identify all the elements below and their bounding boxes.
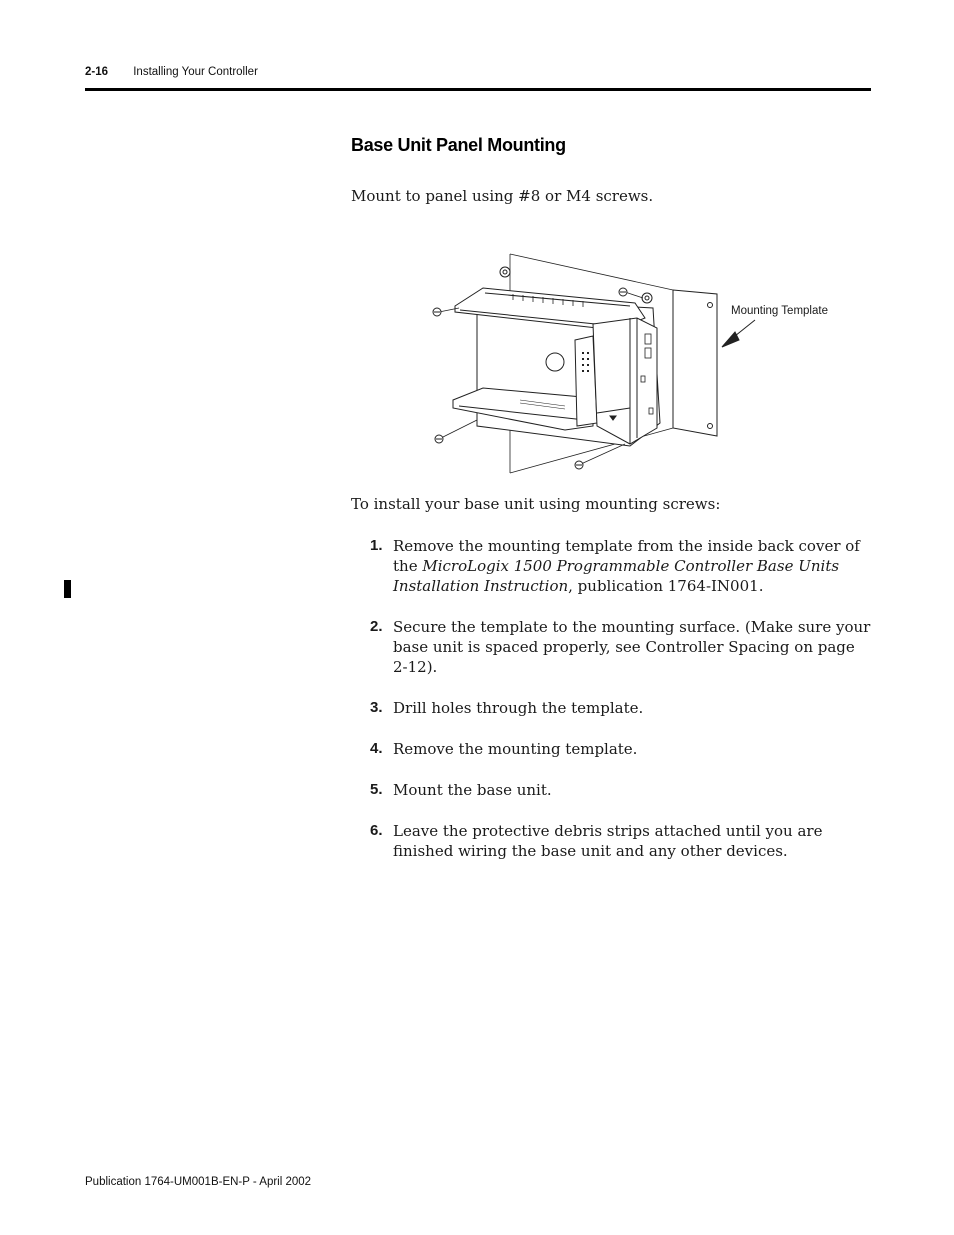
step-item: [351, 739, 871, 759]
step-number: 3.: [370, 699, 383, 716]
procedure-lead: To install your base unit using mounting screws:: [351, 495, 721, 513]
publication-title: MicroLogix 1500 Programmable Controller Base Units Installation Instruction: [393, 557, 840, 595]
procedure-steps: [351, 536, 871, 882]
step-item: [351, 536, 871, 596]
controller-body: [453, 288, 660, 446]
page-footer: Publication 1764-UM001B-EN-P - April 2002: [85, 1176, 312, 1188]
step-item: [351, 780, 871, 800]
intro-text: Mount to panel using #8 or M4 screws.: [351, 187, 654, 205]
page-header: [85, 66, 258, 78]
step-item: [351, 821, 871, 861]
mounting-figure: [425, 248, 845, 478]
section-title: Base Unit Panel Mounting: [351, 135, 566, 155]
step-number: 4.: [370, 740, 383, 757]
change-bar: [64, 580, 71, 598]
step-number: 1.: [370, 537, 383, 554]
step-text: Remove the mounting template.: [393, 740, 638, 758]
step-number: 6.: [370, 822, 383, 839]
step-text: Mount the base unit.: [393, 781, 552, 799]
step-item: [351, 617, 871, 677]
step-item: [351, 698, 871, 718]
step-text: Drill holes through the template.: [393, 699, 644, 717]
step-text: Secure the template to the mounting surface. (Make sure your base unit is spaced properly, see Controller Spacing on page 2-12).: [393, 618, 871, 676]
page-number: 2-16: [85, 66, 109, 78]
callout-arrow: [722, 320, 755, 347]
step-number: 2.: [370, 618, 383, 635]
step-number: 5.: [370, 781, 383, 798]
figure-callout: Mounting Template: [731, 305, 828, 317]
step-text: Leave the protective debris strips attached until you are finished wiring the base unit and any other devices.: [393, 822, 823, 860]
step-text: Remove the mounting template from the inside back cover of the MicroLogix 1500 Programmable Controller Base Units Installation Instruction, publication 1764-IN001.: [393, 537, 860, 595]
header-rule: [85, 88, 871, 91]
chapter-title: Installing Your Controller: [133, 66, 258, 78]
